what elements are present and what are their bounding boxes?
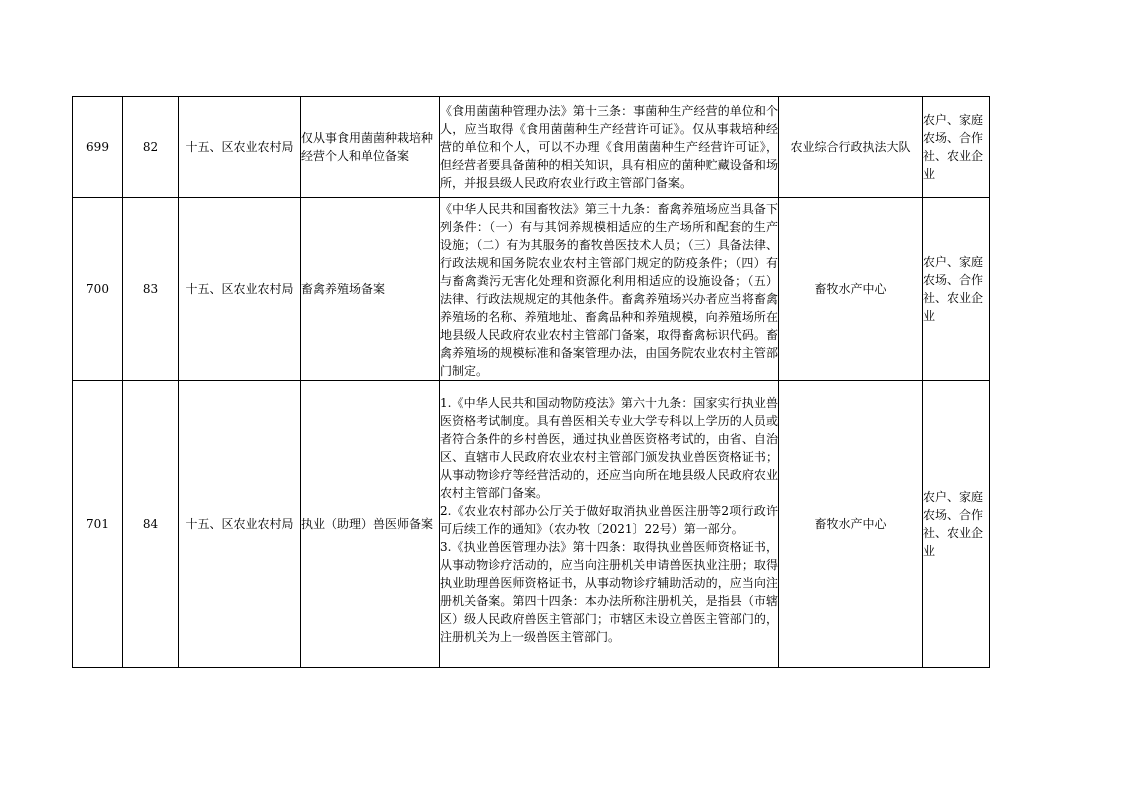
table-row — [73, 97, 990, 198]
row-number: 699 — [73, 97, 123, 198]
item-name-cell: 畜禽养殖场备案 — [301, 198, 440, 381]
item-number: 82 — [123, 97, 179, 198]
table-row — [73, 381, 990, 668]
legal-basis-cell — [440, 97, 779, 198]
implementing-agency-cell: 农业综合行政执法大队 — [779, 97, 923, 198]
legal-basis-cell — [440, 381, 779, 668]
item-number: 84 — [123, 381, 179, 668]
department-cell: 十五、区农业农村局 — [179, 97, 301, 198]
row-number: 701 — [73, 381, 123, 668]
legal-basis-paragraph: 1.《中华人民共和国动物防疫法》第六十九条：国家实行执业兽医资格考试制度。具有兽医相关专业大学专科以上学历的人员或者符合条件的乡村兽医，通过执业兽医资格考试的，由省、自治区、直辖市人民政府农业农村主管部门颁发执业兽医资格证书；从事动物诊疗等经营活动的，还应当向所在地县级人民政府农业农村主管部门备案。 — [440, 396, 778, 500]
item-name-cell: 执业（助理）兽医师备案 — [301, 381, 440, 668]
legal-basis-paragraph: 3.《执业兽医管理办法》第十四条：取得执业兽医师资格证书，从事动物诊疗活动的，应当向注册机关申请兽医执业注册；取得执业助理兽医师资格证书，从事动物诊疗辅助活动的，应当向注册机关备案。第四十四条：本办法所称注册机关，是指县（市辖区）级人民政府兽医主管部门；市辖区未设立兽医主管部门的，注册机关为上一级兽医主管部门。 — [440, 540, 778, 644]
record-table — [72, 96, 990, 668]
service-target-cell: 农户、家庭农场、合作社、农业企业 — [923, 97, 990, 198]
table-row — [73, 198, 990, 381]
legal-basis-paragraph: 2.《农业农村部办公厅关于做好取消执业兽医注册等2项行政许可后续工作的通知》（农办牧〔2021〕22号）第一部分。 — [440, 504, 778, 536]
item-name-cell: 仅从事食用菌菌种栽培种经营个人和单位备案 — [301, 97, 440, 198]
implementing-agency-cell: 畜牧水产中心 — [779, 198, 923, 381]
row-number: 700 — [73, 198, 123, 381]
department-cell: 十五、区农业农村局 — [179, 381, 301, 668]
item-number: 83 — [123, 198, 179, 381]
service-target-cell: 农户、家庭农场、合作社、农业企业 — [923, 198, 990, 381]
legal-basis-paragraph: 《中华人民共和国畜牧法》第三十九条：畜禽养殖场应当具备下列条件：（一）有与其饲养规模相适应的生产场所和配套的生产设施；（二）有为其服务的畜牧兽医技术人员；（三）具备法律、行政法规和国务院农业农村主管部门规定的防疫条件；（四）有与畜禽粪污无害化处理和资源化利用相适应的设施设备；（五）法律、行政法规规定的其他条件。畜禽养殖场兴办者应当将畜禽养殖场的名称、养殖地址、畜禽品种和养殖规模，向养殖场所在地县级人民政府农业农村主管部门备案，取得畜禽标识代码。畜禽养殖场的规模标准和备案管理办法，由国务院农业农村主管部门制定。 — [440, 201, 778, 378]
legal-basis-cell — [440, 198, 779, 381]
department-cell: 十五、区农业农村局 — [179, 198, 301, 381]
implementing-agency-cell: 畜牧水产中心 — [779, 381, 923, 668]
legal-basis-paragraph: 《食用菌菌种管理办法》第十三条：事菌种生产经营的单位和个人，应当取得《食用菌菌种生产经营许可证》。仅从事栽培种经营的单位和个人，可以不办理《食用菌菌种生产经营许可证》，但经营者要具备菌种的相关知识，具有相应的菌种贮藏设备和场所，并报县级人民政府农业行政主管部门备案。 — [440, 104, 778, 190]
service-target-cell: 农户、家庭农场、合作社、农业企业 — [923, 381, 990, 668]
